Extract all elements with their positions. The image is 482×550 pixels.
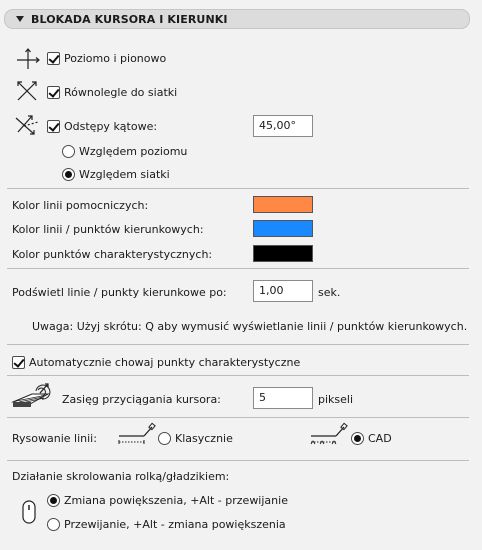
highlight-delay-label: Podświetl linie / punkty kierunkowe po: — [12, 286, 227, 299]
relative-horizontal-label: Względem poziomu — [79, 145, 188, 158]
line-classic-icon — [118, 424, 156, 446]
scroll-zoom-label: Zmiana powiększenia, +Alt - przewijanie — [64, 494, 288, 507]
line-drawing-label: Rysowanie linii: — [12, 432, 97, 445]
snap-range-label: Zasięg przyciągania kursora: — [62, 393, 221, 406]
scroll-pan-radio[interactable] — [47, 518, 60, 531]
angular-spacing-label: Odstępy kątowe: — [64, 120, 158, 133]
cross-arrows-icon — [16, 48, 40, 70]
line-drawing-cad-radio[interactable] — [351, 432, 364, 445]
separator — [7, 188, 469, 189]
shortcut-hint: Uwaga: Użyj skrótu: Q aby wymusić wyświetlanie linii / punktów kierunkowych. — [32, 320, 468, 333]
angle-arrows-icon — [14, 112, 40, 136]
snap-range-input[interactable]: 5 — [253, 387, 313, 409]
section-header[interactable] — [4, 9, 470, 29]
diagonal-cross-arrows-icon — [16, 80, 38, 102]
snap-range-unit: pikseli — [318, 393, 354, 406]
direction-lines-color-swatch[interactable] — [253, 220, 313, 237]
characteristic-points-color-label: Kolor punktów charakterystycznych: — [12, 248, 213, 261]
section-title: BLOKADA KURSORA I KIERUNKI — [31, 13, 228, 26]
angular-spacing-input[interactable]: 45,00° — [253, 115, 313, 137]
angular-spacing-checkbox[interactable] — [47, 120, 60, 133]
relative-horizontal-radio[interactable] — [62, 145, 75, 158]
direction-lines-color-label: Kolor linii / punktów kierunkowych: — [12, 223, 204, 236]
snap-range-icon — [12, 382, 50, 410]
characteristic-points-color-swatch[interactable] — [253, 245, 313, 262]
relative-grid-label: Względem siatki — [79, 168, 170, 181]
separator — [7, 375, 469, 376]
auto-hide-label: Automatycznie chowaj punkty charakterystyczne — [29, 356, 301, 369]
parallel-grid-checkbox[interactable] — [47, 86, 60, 99]
relative-grid-radio[interactable] — [62, 168, 75, 181]
separator — [7, 268, 469, 269]
separator — [7, 460, 469, 461]
auto-hide-checkbox[interactable] — [12, 356, 25, 369]
line-cad-icon — [310, 424, 348, 446]
line-drawing-cad-label: CAD — [368, 432, 392, 445]
mouse-icon — [22, 500, 36, 524]
separator — [7, 344, 469, 345]
highlight-delay-unit: sek. — [318, 286, 341, 299]
helper-lines-color-label: Kolor linii pomocniczych: — [12, 199, 149, 212]
highlight-delay-input[interactable]: 1,00 — [253, 280, 313, 302]
scroll-pan-label: Przewijanie, +Alt - zmiana powiększenia — [64, 518, 286, 531]
helper-lines-color-swatch[interactable] — [253, 196, 313, 213]
separator — [7, 417, 469, 418]
parallel-grid-label: Równolegle do siatki — [64, 86, 178, 99]
horizontal-vertical-checkbox[interactable] — [47, 52, 60, 65]
line-drawing-classic-radio[interactable] — [158, 432, 171, 445]
line-drawing-classic-label: Klasycznie — [175, 432, 233, 445]
scroll-zoom-radio[interactable] — [47, 494, 60, 507]
collapse-triangle-icon[interactable] — [16, 16, 24, 22]
horizontal-vertical-label: Poziomo i pionowo — [64, 52, 167, 65]
scroll-behavior-label: Działanie skrolowania rolką/gładzikiem: — [12, 470, 230, 483]
